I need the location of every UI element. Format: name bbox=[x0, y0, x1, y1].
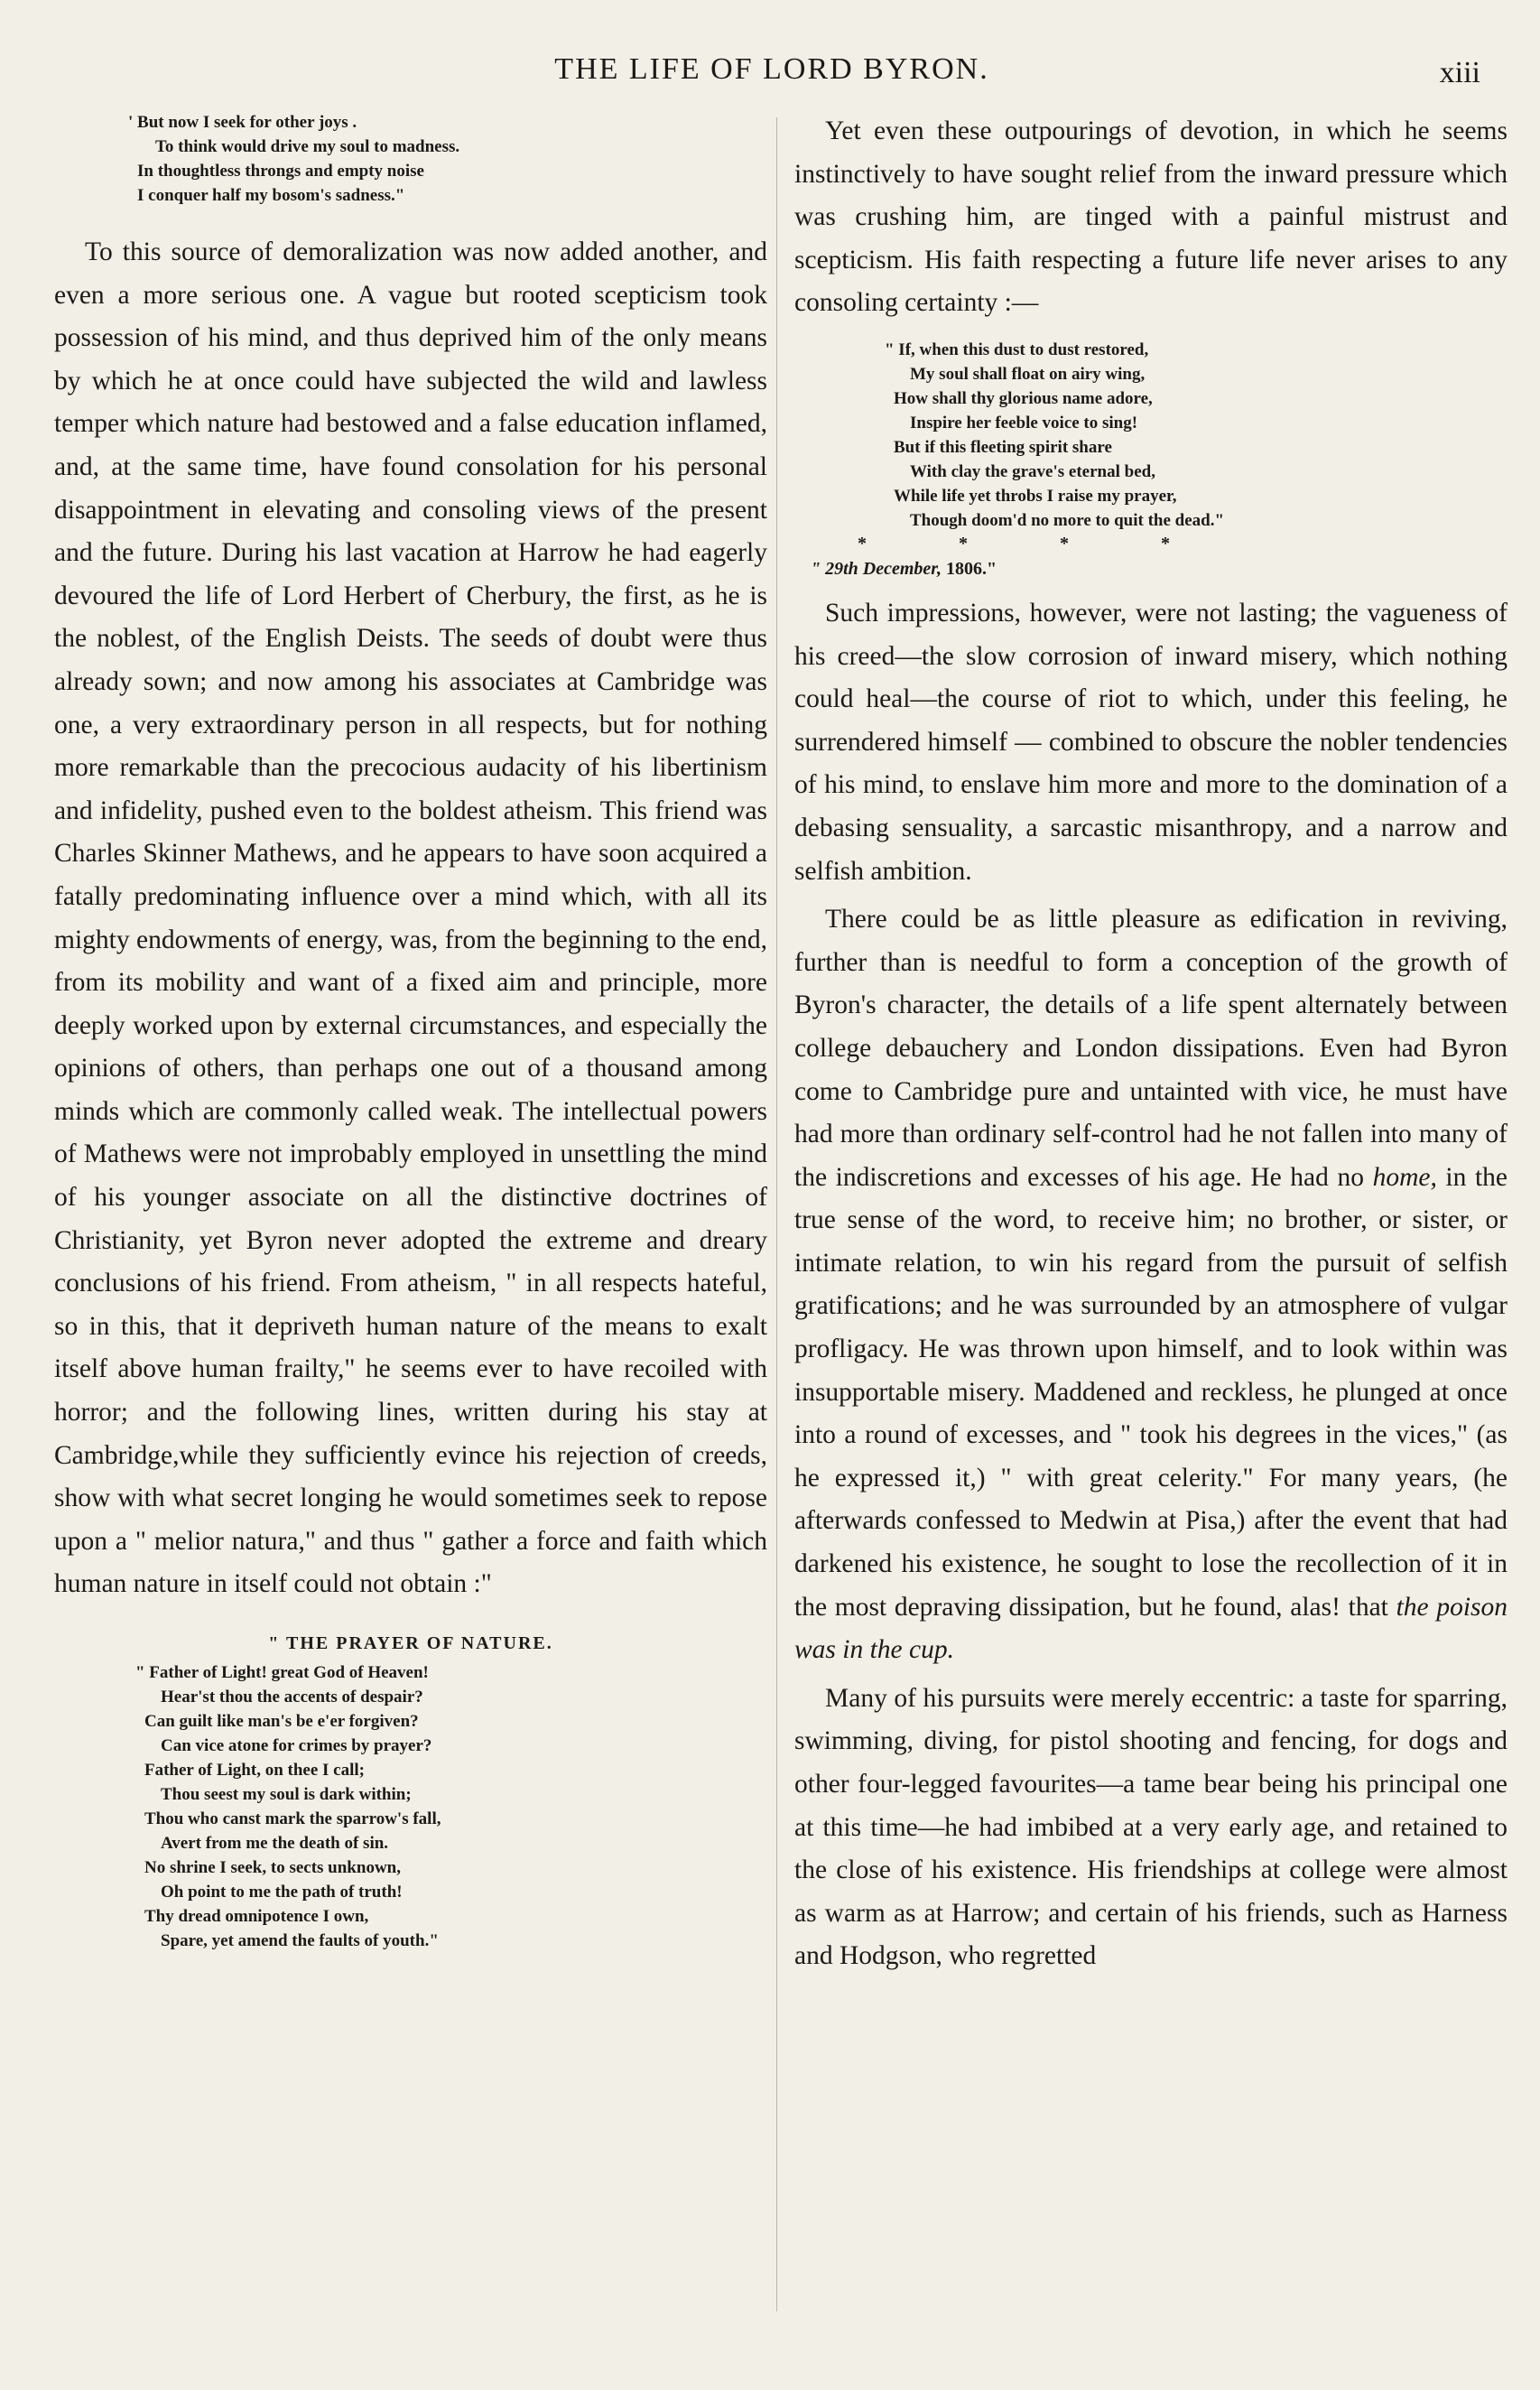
verse-line: Avert from me the death of sin. bbox=[161, 1834, 389, 1853]
verse-date bbox=[794, 556, 1508, 581]
verse-line: Thy dread omnipotence I own, bbox=[144, 1907, 369, 1926]
column-divider bbox=[776, 117, 777, 2311]
verse-line: With clay the grave's eternal bed, bbox=[910, 461, 1155, 481]
verse-line: But if this fleeting spirit share bbox=[894, 437, 1112, 457]
paragraph-dissipations bbox=[794, 898, 1508, 1672]
verse-line: I conquer half my bosom's sadness." bbox=[137, 186, 405, 205]
verse-line: Thou who canst mark the sparrow's fall, bbox=[144, 1809, 441, 1828]
italic-poison: the poison was in the cup. bbox=[794, 1592, 1508, 1665]
verse-line: Thou seest my soul is dark within; bbox=[161, 1785, 412, 1804]
italic-home: home, bbox=[1372, 1162, 1437, 1192]
paragraph-outpourings: Yet even these outpourings of devotion, in which he seems instinctively to have sought relief from the inward pressure which was crushing him, are tinged with a painful mistrust and scepticism. His faith respecting a future life never arises to any consoling certainty :— bbox=[794, 116, 1508, 318]
date-prefix: " 29th December, bbox=[811, 558, 942, 579]
running-header bbox=[54, 52, 1489, 98]
poem-title: " THE PRAYER OF NATURE. bbox=[268, 1633, 553, 1653]
star: * bbox=[1161, 533, 1170, 553]
right-column bbox=[794, 110, 1508, 1978]
verse-line: While life yet throbs I raise my prayer, bbox=[894, 486, 1177, 506]
verse-line: Can guilt like man's be e'er forgiven? bbox=[144, 1712, 419, 1731]
future-life-verse bbox=[794, 338, 1508, 533]
verse-line: Can vice atone for crimes by prayer? bbox=[161, 1736, 432, 1755]
verse-line: Hear'st thou the accents of despair? bbox=[161, 1688, 423, 1706]
ellipsis-stars bbox=[794, 535, 1508, 553]
verse-line: Inspire her feeble voice to sing! bbox=[910, 413, 1138, 432]
verse-line: Spare, yet amend the faults of youth." bbox=[161, 1931, 439, 1950]
para-text: in the true sense of the word, to receive him; no brother, or sister, or intimate relation, to win his regard from the pursuit of selfish gratifications; and he was surrounded by an atmosphere of vulgar profligacy. He was thrown upon himself, and to look within was insupportable misery. Maddened and reckless, he plunged at once into a round of excesses, and " took his degrees in the vices," (as he expressed it,) " with great celerity." For many years, (he afterwards confessed to Medwin at Pisa,) after the event that had darkened his existence, he sought to lose the recollection of it in the most depraving dissipation, but he found, alas! that bbox=[794, 1162, 1508, 1622]
verse-line: " If, when this dust to dust restored, bbox=[885, 339, 1149, 359]
running-title: THE LIFE OF LORD BYRON. bbox=[554, 52, 989, 86]
star: * bbox=[858, 533, 867, 553]
verse-line: To think would drive my soul to madness. bbox=[155, 137, 460, 156]
page-number: xiii bbox=[1439, 56, 1480, 89]
verse-line: In thoughtless throngs and empty noise bbox=[137, 162, 424, 181]
star: * bbox=[959, 533, 968, 553]
verse-line: Though doom'd no more to quit the dead." bbox=[910, 510, 1225, 530]
verse-line: ' But now I seek for other joys . bbox=[128, 113, 357, 132]
verse-line: Oh point to me the path of truth! bbox=[161, 1883, 403, 1902]
star: * bbox=[1060, 533, 1069, 553]
prayer-of-nature-verse bbox=[54, 1660, 767, 1953]
para-text: There could be as little pleasure as edification in reviving, further than is needful to form a conception of the growth of Byron's character, the details of a life spent alternately between college debauchery and London dissipations. Even had Byron come to Cambridge pure and untainted with vice, he must have had more than ordinary self-control had he not fallen into many of the indiscretions and excesses of his age. He had no bbox=[794, 905, 1508, 1192]
verse-line: No shrine I seek, to sects unknown, bbox=[144, 1858, 401, 1877]
opening-verse bbox=[54, 110, 767, 208]
verse-line: My soul shall float on airy wing, bbox=[910, 364, 1146, 384]
paragraph-scepticism: To this source of demoralization was now added another, and even a more serious one. A vague but rooted scepticism took possession of his mind, and thus deprived him of the only means by which he at once could have subjected the wild and lawless temper which nature had bestowed and a false education inflamed, and, at the same time, have found consolation for his personal disappointment in elevating and consoling views of the present and the future. During his last vacation at Harrow he had eagerly devoured the life of Lord Herbert of Cherbury, the first, as he is the noblest, of the English Deists. The seeds of doubt were thus already sown; and now among his associates at Cambridge was one, a very extraordinary person in all respects, but for nothing more remarkable than the precocious audacity of his libertinism and infidelity, pushed even to the boldest atheism. This friend was Charles Skinner Mathews, and he appears to have soon acquired a fatally predominating influence over a mind which, with all its mighty endowments of energy, was, from the beginning to the end, from its mobility and want of a fixed aim and principle, more deeply worked upon by external circumstances, and especially the opinions of others, than perhaps one out of a thousand among minds which are commonly called weak. The intellectual powers of Mathews were not improbably employed in unsettling the mind of his younger associate on all the distinctive doctrines of Christianity, yet Byron never adopted the extreme and dreary conclusions of his friend. From atheism, " in all respects hateful, so in this, that it depriveth human nature of the means to exalt itself above human frailty," he seems ever to have recoiled with horror; and the following lines, written during his stay at Cambridge,while they sufficiently evince his rejection of creeds, show with what secret longing he would sometimes seek to repose upon a " melior natura," and thus " gather a force and faith which human nature in itself could not obtain :" bbox=[54, 237, 767, 1599]
date-year: 1806." bbox=[941, 558, 997, 579]
paragraph-pursuits: Many of his pursuits were merely eccentric: a taste for sparring, swimming, diving, for pistol shooting and fencing, for dogs and other four-legged favourites—a tame bear being his principal one at this time—he had imbibed at a very early age, and retained to the close of his existence. His friendships at college were almost as warm as at Harrow; and certain of his friends, such as Harness and Hodgson, who regretted bbox=[794, 1683, 1508, 1971]
verse-line: " Father of Light! great God of Heaven! bbox=[135, 1663, 429, 1682]
left-column bbox=[54, 110, 767, 1953]
verse-line: How shall thy glorious name adore, bbox=[894, 388, 1153, 408]
verse-line: Father of Light, on thee I call; bbox=[144, 1761, 365, 1780]
paragraph-impressions: Such impressions, however, were not lasting; the vagueness of his creed—the slow corrosion of inward misery, which nothing could heal—the course of riot to which, under this feeling, he surrendered himself — combined to obscure the nobler tendencies of his mind, to enslave him more and more to the domination of a debasing sensuality, a sarcastic misanthropy, and a narrow and selfish ambition. bbox=[794, 598, 1508, 886]
